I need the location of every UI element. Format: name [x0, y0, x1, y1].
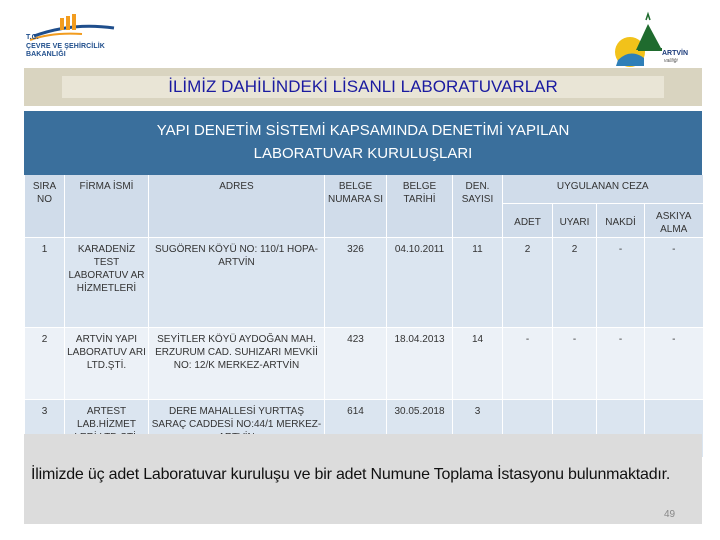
- cell-belge-numara: 326: [325, 237, 387, 327]
- cell-belge-tarih: 04.10.2011: [387, 237, 453, 327]
- subtitle-line-2: LABORATUVAR KURULUŞLARI: [253, 145, 473, 162]
- header-uyari: UYARI: [553, 203, 597, 237]
- cell-uyari: -: [553, 327, 597, 399]
- cell-adet: 2: [503, 237, 553, 327]
- summary-text: İlimizde üç adet Laboratuvar kuruluşu ve bir adet Numune Toplama İstasyonu bulunmaktadır.: [31, 466, 671, 483]
- ministry-line-2: ÇEVRE VE ŞEHİRCİLİK: [26, 42, 105, 50]
- page-number: 49: [664, 509, 676, 520]
- cell-sira: 3: [25, 399, 65, 457]
- cell-den-sayisi: 11: [453, 237, 503, 327]
- cell-nakdi: -: [597, 237, 645, 327]
- subtitle-line-1: YAPI DENETİM SİSTEMİ KAPSAMINDA DENETİMİ YAPILAN: [156, 122, 570, 139]
- cell-adres: DERE MAHALLESİ YURTTAŞ SARAÇ CADDESİ NO:44/1 MERKEZ-: [149, 399, 325, 457]
- cell-sira: 2: [25, 327, 65, 399]
- cell-firma: KARADENİZ TEST LABORATUV AR HİZMETLERİ: [65, 237, 149, 327]
- cell-nakdi: -: [597, 327, 645, 399]
- laboratory-table: [24, 175, 703, 458]
- ministry-line-3: BAKANLIĞI: [26, 51, 66, 58]
- header-den-sayisi: DEN. SAYISI: [453, 175, 503, 237]
- header-sira: SIRA NO: [25, 175, 65, 237]
- cell-belge-numara: 423: [325, 327, 387, 399]
- cell-belge-tarih: 30.05.2018: [387, 399, 453, 457]
- ministry-name: [26, 34, 105, 60]
- cell-den-sayisi: 14: [453, 327, 503, 399]
- page-title: İLİMİZ DAHİLİNDEKİ LİSANLI LABORATUVARLAR: [62, 76, 664, 98]
- header-belge-tarih: BELGE TARİHİ: [387, 175, 453, 237]
- cell-adres: SUGÖREN KÖYÜ NO: 110/1 HOPA-ARTVİN: [149, 237, 325, 327]
- cell-askiya: -: [645, 237, 703, 327]
- cell-askiya: -: [645, 327, 703, 399]
- table-row: [25, 237, 703, 327]
- cell-firma: ARTVİN YAPI LABORATUV ARI LTD.ŞTİ.: [65, 327, 149, 399]
- cell-den-sayisi: 3: [453, 399, 503, 457]
- header-adet: ADET: [503, 203, 553, 237]
- cell-belge-tarih: 18.04.2013: [387, 327, 453, 399]
- artvin-logo-name: ARTVİN: [662, 50, 689, 57]
- cell-adres: SEYİTLER KÖYÜ AYDOĞAN MAH. ERZURUM CAD. SUHIZARI MEVKİİ NO: 12/K MERKEZ-ARTVİN: [149, 327, 325, 399]
- header-belge-numara: BELGE NUMARA SI: [325, 175, 387, 237]
- subtitle-band: [24, 111, 702, 175]
- cell-firma: ARTEST LAB.HİZMET: [65, 399, 149, 457]
- cell-belge-numara: 614: [325, 399, 387, 457]
- table-row: [25, 327, 703, 399]
- header-ceza: UYGULANAN CEZA: [503, 175, 703, 203]
- artvin-logo: [608, 10, 708, 70]
- header-adres: ADRES: [149, 175, 325, 237]
- artvin-emblem-icon: [608, 10, 708, 70]
- title-band: [24, 68, 702, 106]
- header-askiya: ASKIYA ALMA: [645, 203, 703, 237]
- cell-adet: -: [503, 327, 553, 399]
- cell-sira: 1: [25, 237, 65, 327]
- cell-uyari: 2: [553, 237, 597, 327]
- ministry-line-1: T.C.: [26, 34, 39, 41]
- header-firma: FİRMA İSMİ: [65, 175, 149, 237]
- artvin-logo-sub: valiliği: [664, 58, 678, 64]
- header-nakdi: NAKDİ: [597, 203, 645, 237]
